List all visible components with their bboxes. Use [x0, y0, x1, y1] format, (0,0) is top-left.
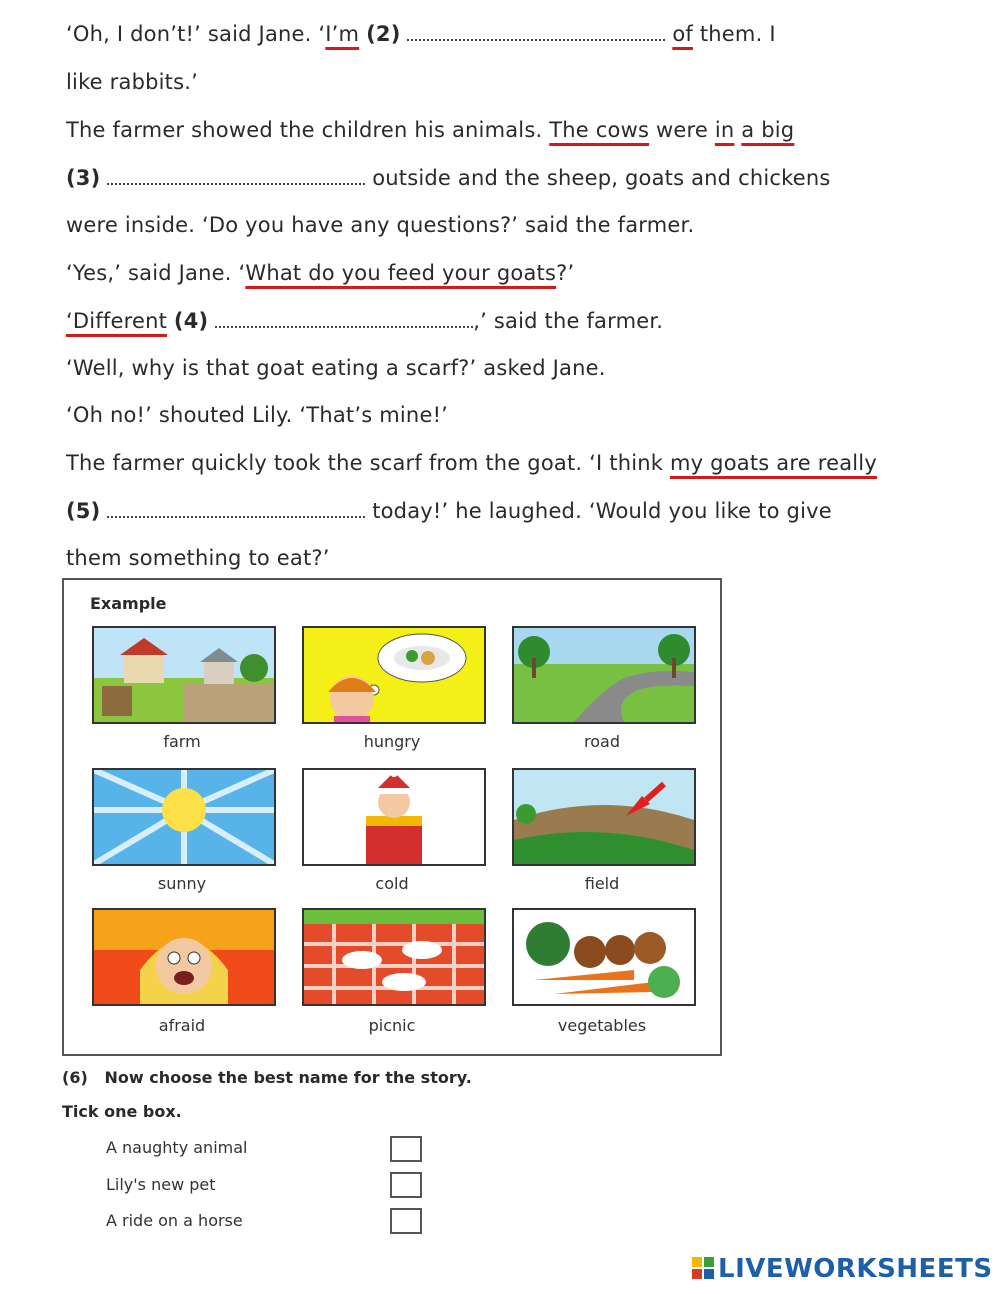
gap-2-blank[interactable] [407, 25, 665, 41]
farm-image [92, 626, 276, 724]
story-line-11: (5) today!’ he laughed. ‘Would you like to give [66, 499, 832, 523]
option-checkbox-2[interactable] [390, 1172, 422, 1198]
picnic-image [302, 908, 486, 1006]
caption-field: field [584, 874, 620, 893]
story-line-8: ‘Well, why is that goat eating a scarf?’ asked Jane. [66, 356, 606, 380]
option-label-1: A naughty animal [106, 1138, 248, 1157]
option-label-2: Lily's new pet [106, 1175, 216, 1194]
caption-hungry: hungry [363, 732, 421, 751]
sunny-image [92, 768, 276, 866]
gap-2-number: (2) [366, 22, 401, 46]
underlined-im: I’m [325, 22, 360, 46]
gap-5-number: (5) [66, 499, 101, 523]
gap-3-number: (3) [66, 166, 101, 190]
caption-cold: cold [375, 874, 409, 893]
liveworksheets-logo [692, 1254, 993, 1284]
caption-sunny: sunny [157, 874, 207, 893]
caption-vegetables: vegetables [557, 1016, 647, 1035]
story-line-5: were inside. ‘Do you have any questions?’ said the farmer. [66, 213, 695, 237]
option-checkbox-1[interactable] [390, 1136, 422, 1162]
question-6-prompt: (6) Now choose the best name for the story. [62, 1068, 472, 1087]
caption-picnic: picnic [368, 1016, 416, 1035]
story-line-1: ‘Oh, I don’t!’ said Jane. ‘I’m (2) of them. I [66, 22, 776, 46]
example-label: Example [90, 594, 167, 613]
logo-grid-icon [692, 1256, 714, 1278]
story-line-12: them something to eat?’ [66, 546, 330, 570]
afraid-image [92, 908, 276, 1006]
story-line-4: (3) outside and the sheep, goats and chickens [66, 166, 831, 190]
logo-text: LIVEWORKSHEETS [718, 1254, 993, 1284]
gap-4-blank[interactable] [215, 312, 473, 328]
cold-image [302, 768, 486, 866]
caption-afraid: afraid [158, 1016, 206, 1035]
gap-5-blank[interactable] [107, 502, 365, 518]
option-label-3: A ride on a horse [106, 1211, 243, 1230]
story-line-2: like rabbits.’ [66, 70, 198, 94]
gap-3-blank[interactable] [107, 169, 365, 185]
caption-road: road [584, 732, 620, 751]
vegetables-image [512, 908, 696, 1006]
story-line-3: The farmer showed the children his animals. The cows were in a big [66, 118, 795, 142]
story-line-10: The farmer quickly took the scarf from the goat. ‘I think my goats are really [66, 451, 877, 475]
question-6-instruction: Tick one box. [62, 1102, 182, 1121]
hungry-image [302, 626, 486, 724]
gap-4-number: (4) [173, 309, 209, 333]
option-checkbox-3[interactable] [390, 1208, 422, 1234]
story-line-6: ‘Yes,’ said Jane. ‘What do you feed your goats?’ [66, 261, 575, 285]
story-line-7: ‘Different (4) ,’ said the farmer. [66, 309, 664, 333]
road-image [512, 626, 696, 724]
field-image [512, 768, 696, 866]
caption-farm: farm [163, 732, 201, 751]
story-line-9: ‘Oh no!’ shouted Lily. ‘That’s mine!’ [66, 403, 449, 427]
